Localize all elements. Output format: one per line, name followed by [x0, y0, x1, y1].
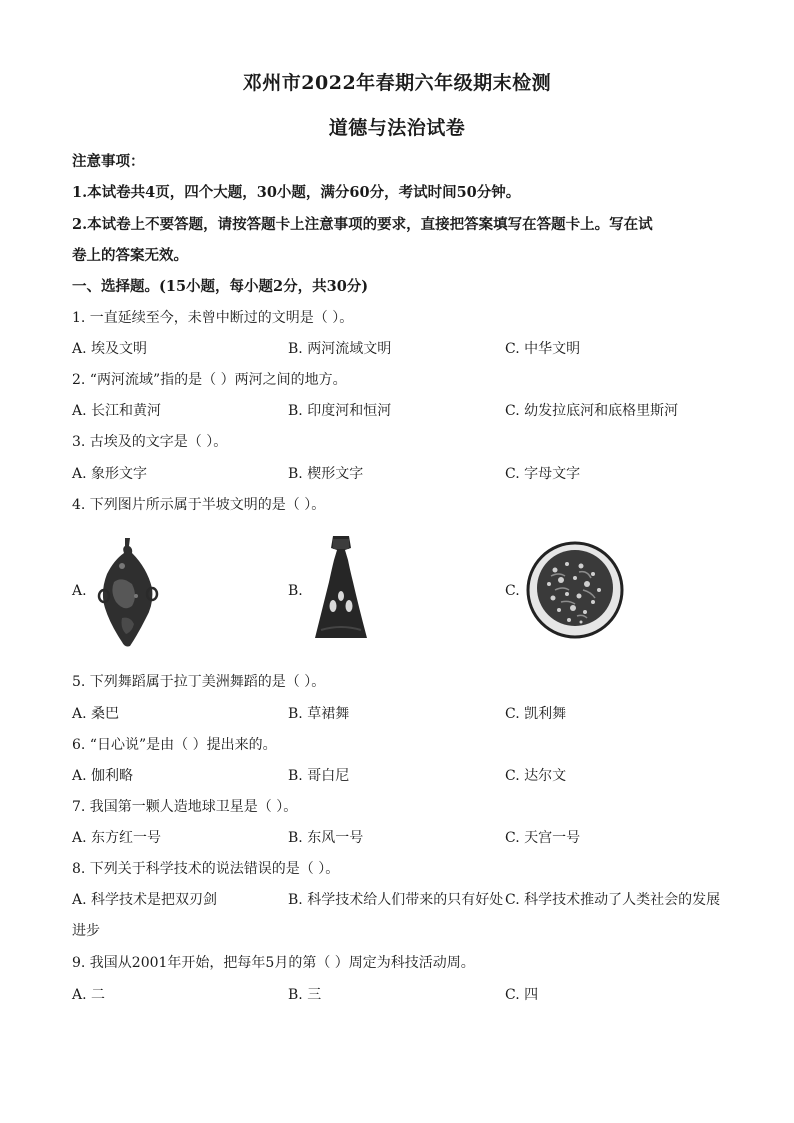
- notice-heading: 注意事项：: [72, 153, 145, 170]
- page-subtitle: 道德与法治试卷: [328, 117, 466, 139]
- question-3: 3. 古埃及的文字是（ ）。: [72, 434, 228, 450]
- question-1: 1. 一直延续至今，未曾中断过的文明是（ ）。: [72, 310, 354, 326]
- question-9: 9. 我国从2001年开始，把每年5月的第（ ）周定为科技活动周。: [72, 955, 475, 971]
- q8-option-c: C. 科学技术推动了人类社会的发展: [505, 892, 721, 908]
- q8-option-a: A. 科学技术是把双刃剑: [72, 892, 218, 908]
- q9-option-c: C. 四: [505, 987, 539, 1003]
- q9-option-b: B. 三: [288, 987, 322, 1003]
- q5-option-a: A. 桑巴: [72, 706, 120, 722]
- bronze-bell-image: [313, 534, 369, 646]
- q6-option-b: B. 哥白尼: [288, 768, 350, 784]
- q6-option-c: C. 达尔文: [505, 768, 567, 784]
- q7-option-b: B. 东风一号: [288, 830, 364, 846]
- q8-option-b: B. 科学技术给人们带来的只有好处: [288, 892, 504, 908]
- q5-option-c: C. 凯利舞: [505, 706, 567, 722]
- question-2: 2. “两河流域”指的是（ ）两河之间的地方。: [72, 372, 347, 388]
- q7-option-c: C. 天宫一号: [505, 830, 581, 846]
- q9-option-a: A. 二: [72, 987, 106, 1003]
- q4-option-a: A.: [72, 583, 87, 599]
- q8-option-c-continuation: 进步: [72, 923, 100, 939]
- q1-option-b: B. 两河流域文明: [288, 341, 392, 357]
- round-artifact-image: [525, 540, 625, 644]
- notice-item-2a: 2.本试卷上不要答题，请按答题卡上注意事项的要求，直接把答案填写在答题卡上。写在试: [72, 216, 653, 233]
- q6-option-a: A. 伽利略: [72, 768, 134, 784]
- q3-option-c: C. 字母文字: [505, 466, 581, 482]
- page-title: 邓州市2022年春期六年级期末检测: [242, 72, 552, 94]
- q3-option-b: B. 楔形文字: [288, 466, 364, 482]
- q2-option-a: A. 长江和黄河: [72, 403, 162, 419]
- q3-option-a: A. 象形文字: [72, 466, 148, 482]
- question-8: 8. 下列关于科学技术的说法错误的是（ ）。: [72, 861, 340, 877]
- q1-option-c: C. 中华文明: [505, 341, 581, 357]
- question-5: 5. 下列舞蹈属于拉丁美洲舞蹈的是（ ）。: [72, 674, 326, 690]
- notice-item-1: 1.本试卷共4页，四个大题，30小题，满分60分，考试时间50分钟。: [72, 184, 521, 201]
- question-4: 4. 下列图片所示属于半坡文明的是（ ）。: [72, 497, 326, 513]
- section-heading: 一、选择题。(15小题，每小题2分，共30分): [72, 278, 369, 295]
- pottery-whistle-image: [92, 536, 162, 652]
- q2-option-b: B. 印度河和恒河: [288, 403, 392, 419]
- q4-option-b: B.: [288, 583, 303, 599]
- q5-option-b: B. 草裙舞: [288, 706, 350, 722]
- q4-option-c: C.: [505, 583, 520, 599]
- q1-option-a: A. 埃及文明: [72, 341, 148, 357]
- question-7: 7. 我国第一颗人造地球卫星是（ ）。: [72, 799, 298, 815]
- q7-option-a: A. 东方红一号: [72, 830, 162, 846]
- question-6: 6. “日心说”是由（ ）提出来的。: [72, 737, 277, 753]
- notice-item-2b: 卷上的答案无效。: [72, 247, 188, 264]
- q2-option-c: C. 幼发拉底河和底格里斯河: [505, 403, 679, 419]
